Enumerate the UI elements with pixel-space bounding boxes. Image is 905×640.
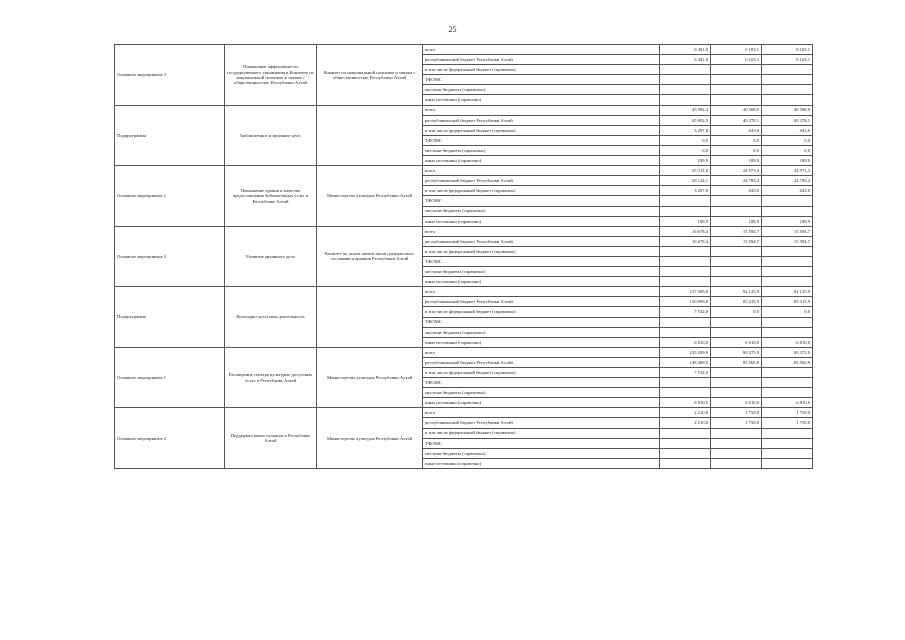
- amount-cell: 15 594,7: [762, 226, 813, 236]
- funding-source-cell: иные источники (справочно): [423, 337, 660, 347]
- amount-cell: 189,9: [660, 216, 711, 226]
- funding-source-cell: всего: [423, 105, 660, 115]
- funding-source-cell: иные источники (справочно): [423, 458, 660, 468]
- amount-cell: [711, 448, 762, 458]
- amount-cell: [660, 85, 711, 95]
- program-name-cell: Повышение уровня и качества предоставления библиотечных услуг в Республике Алтай: [225, 166, 317, 227]
- amount-cell: 6 810,0: [711, 337, 762, 347]
- amount-cell: 1 750,0: [711, 408, 762, 418]
- amount-cell: 2 210,8: [660, 408, 711, 418]
- funding-source-cell: местные бюджеты (справочно): [423, 327, 660, 337]
- amount-cell: 29 124,1: [660, 176, 711, 186]
- amount-cell: [762, 267, 813, 277]
- funding-source-cell: всего: [423, 408, 660, 418]
- funding-source-cell: ТФОМС: [423, 378, 660, 388]
- funding-source-cell: ТФОМС: [423, 438, 660, 448]
- amount-cell: [711, 75, 762, 85]
- funding-source-cell: в том числе федеральный бюджет (справочно): [423, 368, 660, 378]
- amount-cell: [711, 277, 762, 287]
- amount-cell: [711, 458, 762, 468]
- amount-cell: [762, 438, 813, 448]
- amount-cell: [660, 448, 711, 458]
- funding-source-cell: республиканский бюджет Республики Алтай: [423, 115, 660, 125]
- amount-cell: 16 678,4: [660, 226, 711, 236]
- executor-cell: Министерство культуры Республики Алтай: [317, 408, 423, 469]
- funding-source-cell: республиканский бюджет Республики Алтай: [423, 357, 660, 367]
- amount-cell: [762, 448, 813, 458]
- funding-source-cell: в том числе федеральный бюджет (справочно): [423, 428, 660, 438]
- funding-source-cell: ТФОМС: [423, 75, 660, 85]
- amount-cell: 1 750,0: [762, 418, 813, 428]
- funding-source-cell: местные бюджеты (справочно): [423, 145, 660, 155]
- amount-cell: 15 594,7: [711, 236, 762, 246]
- amount-cell: 92 125,9: [711, 287, 762, 297]
- executor-cell: [317, 287, 423, 348]
- amount-cell: [711, 206, 762, 216]
- budget-table: [114, 44, 813, 469]
- amount-cell: 83 565,9: [711, 357, 762, 367]
- table-row: [115, 408, 813, 418]
- amount-cell: 0,0: [711, 307, 762, 317]
- amount-cell: 6 810,0: [762, 337, 813, 347]
- funding-source-cell: всего: [423, 347, 660, 357]
- funding-source-cell: иные источники (справочно): [423, 277, 660, 287]
- program-name-cell: Расширение спектра культурно-досуговых услуг в Республике Алтай: [225, 347, 317, 408]
- program-name-cell: Повышение эффективности государственного управления в Комитете по национальной политике и связям с общественностью Республики Алтай: [225, 45, 317, 106]
- amount-cell: 24 973,3: [762, 166, 813, 176]
- amount-cell: 0,0: [762, 135, 813, 145]
- table-row: [115, 287, 813, 297]
- amount-cell: 7 532,0: [660, 307, 711, 317]
- amount-cell: [762, 75, 813, 85]
- amount-cell: 189,9: [762, 156, 813, 166]
- amount-cell: 6 810,0: [711, 398, 762, 408]
- table-row: [115, 105, 813, 115]
- funding-source-cell: в том числе федеральный бюджет (справочно): [423, 65, 660, 75]
- amount-cell: [660, 246, 711, 256]
- funding-source-cell: иные источники (справочно): [423, 156, 660, 166]
- amount-cell: 92 125,9: [762, 287, 813, 297]
- funding-source-cell: всего: [423, 166, 660, 176]
- funding-source-cell: местные бюджеты (справочно): [423, 206, 660, 216]
- funding-source-cell: ТФОМС: [423, 196, 660, 206]
- amount-cell: [762, 428, 813, 438]
- amount-cell: [762, 368, 813, 378]
- amount-cell: 150 699,8: [660, 297, 711, 307]
- program-type-cell: Подпрограмма: [115, 287, 225, 348]
- funding-source-cell: местные бюджеты (справочно): [423, 448, 660, 458]
- amount-cell: [762, 277, 813, 287]
- funding-source-cell: всего: [423, 45, 660, 55]
- amount-cell: [660, 196, 711, 206]
- amount-cell: 15 594,7: [711, 226, 762, 236]
- amount-cell: [762, 65, 813, 75]
- amount-cell: [762, 246, 813, 256]
- funding-source-cell: иные источники (справочно): [423, 398, 660, 408]
- amount-cell: 45 982,4: [660, 105, 711, 115]
- amount-cell: [762, 327, 813, 337]
- amount-cell: [711, 256, 762, 266]
- amount-cell: 3 297,8: [660, 125, 711, 135]
- amount-cell: 24 783,4: [762, 176, 813, 186]
- amount-cell: 6 103,1: [762, 55, 813, 65]
- amount-cell: 85 315,9: [711, 297, 762, 307]
- amount-cell: 148 489,0: [660, 357, 711, 367]
- amount-cell: [762, 95, 813, 105]
- funding-source-cell: всего: [423, 226, 660, 236]
- program-name-cell: Библиотечное и архивное дело: [225, 105, 317, 166]
- amount-cell: 90 375,9: [762, 347, 813, 357]
- amount-cell: [711, 388, 762, 398]
- amount-cell: [711, 378, 762, 388]
- executor-cell: Министерство культуры Республики Алтай: [317, 166, 423, 227]
- amount-cell: 40 378,1: [762, 115, 813, 125]
- page-number: 25: [448, 25, 457, 34]
- amount-cell: [762, 388, 813, 398]
- amount-cell: 6 103,1: [711, 45, 762, 55]
- budget-table-body: [115, 45, 813, 469]
- amount-cell: 16 678,4: [660, 236, 711, 246]
- amount-cell: [660, 378, 711, 388]
- amount-cell: [762, 196, 813, 206]
- funding-source-cell: местные бюджеты (справочно): [423, 388, 660, 398]
- amount-cell: 6 103,1: [711, 55, 762, 65]
- funding-source-cell: республиканский бюджет Республики Алтай: [423, 297, 660, 307]
- amount-cell: 0,0: [762, 307, 813, 317]
- amount-cell: [660, 65, 711, 75]
- amount-cell: 643,0: [762, 186, 813, 196]
- amount-cell: 189,9: [711, 216, 762, 226]
- funding-source-cell: местные бюджеты (справочно): [423, 85, 660, 95]
- amount-cell: 24 973,3: [711, 166, 762, 176]
- funding-source-cell: в том числе федеральный бюджет (справочно): [423, 246, 660, 256]
- funding-source-cell: ТФОМС: [423, 317, 660, 327]
- amount-cell: 189,9: [660, 156, 711, 166]
- program-type-cell: Основное мероприятие 3: [115, 45, 225, 106]
- amount-cell: [762, 85, 813, 95]
- amount-cell: 3 297,8: [660, 186, 711, 196]
- table-row: [115, 347, 813, 357]
- amount-cell: [711, 246, 762, 256]
- amount-cell: 15 594,7: [762, 236, 813, 246]
- amount-cell: 0,0: [660, 145, 711, 155]
- amount-cell: [660, 438, 711, 448]
- amount-cell: 83 565,9: [762, 357, 813, 367]
- program-type-cell: Основное мероприятие 1: [115, 347, 225, 408]
- amount-cell: 45 802,5: [660, 115, 711, 125]
- funding-source-cell: иные источники (справочно): [423, 216, 660, 226]
- amount-cell: 29 314,0: [660, 166, 711, 176]
- amount-cell: 2 210,8: [660, 418, 711, 428]
- executor-cell: Министерство культуры Республики Алтай: [317, 347, 423, 408]
- amount-cell: [660, 327, 711, 337]
- amount-cell: 0,0: [762, 145, 813, 155]
- program-type-cell: Основное мероприятие 2: [115, 226, 225, 287]
- amount-cell: [660, 428, 711, 438]
- amount-cell: [711, 317, 762, 327]
- amount-cell: 6 491,8: [660, 55, 711, 65]
- amount-cell: 6 491,8: [660, 45, 711, 55]
- amount-cell: 0,0: [660, 135, 711, 145]
- amount-cell: [660, 256, 711, 266]
- amount-cell: 157 509,8: [660, 287, 711, 297]
- program-type-cell: Основное мероприятие 1: [115, 166, 225, 227]
- amount-cell: 6 103,1: [762, 45, 813, 55]
- amount-cell: [762, 256, 813, 266]
- amount-cell: [711, 85, 762, 95]
- funding-source-cell: республиканский бюджет Республики Алтай: [423, 418, 660, 428]
- amount-cell: 1 750,0: [762, 408, 813, 418]
- amount-cell: 6 810,0: [660, 398, 711, 408]
- amount-cell: 40 568,0: [711, 105, 762, 115]
- amount-cell: 0,0: [711, 135, 762, 145]
- amount-cell: [762, 206, 813, 216]
- amount-cell: [762, 458, 813, 468]
- amount-cell: 643,0: [762, 125, 813, 135]
- amount-cell: [711, 196, 762, 206]
- program-name-cell: Культурно-досуговая деятельность: [225, 287, 317, 348]
- amount-cell: 24 783,4: [711, 176, 762, 186]
- amount-cell: 6 810,0: [762, 398, 813, 408]
- amount-cell: [762, 378, 813, 388]
- program-name-cell: Развитие архивного дела: [225, 226, 317, 287]
- funding-source-cell: всего: [423, 287, 660, 297]
- executor-cell: Комитет по национальной политике и связям с общественностью Республики Алтай: [317, 45, 423, 106]
- amount-cell: 189,9: [711, 156, 762, 166]
- executor-cell: Комитет по делам записи актов гражданского состояния и архивов Республики Алтай: [317, 226, 423, 287]
- amount-cell: [660, 267, 711, 277]
- table-row: [115, 166, 813, 176]
- funding-source-cell: в том числе федеральный бюджет (справочно): [423, 307, 660, 317]
- amount-cell: 90 375,9: [711, 347, 762, 357]
- amount-cell: [711, 65, 762, 75]
- funding-source-cell: республиканский бюджет Республики Алтай: [423, 55, 660, 65]
- program-type-cell: Подпрограмма: [115, 105, 225, 166]
- amount-cell: 7 532,0: [660, 368, 711, 378]
- funding-source-cell: иные источники (справочно): [423, 95, 660, 105]
- funding-source-cell: ТФОМС: [423, 135, 660, 145]
- funding-source-cell: республиканский бюджет Республики Алтай: [423, 236, 660, 246]
- amount-cell: 85 315,9: [762, 297, 813, 307]
- amount-cell: [711, 438, 762, 448]
- program-name-cell: Поддержка юных талантов в Республике Алтай: [225, 408, 317, 469]
- funding-source-cell: в том числе федеральный бюджет (справочно): [423, 125, 660, 135]
- amount-cell: [762, 317, 813, 327]
- amount-cell: 6 810,0: [660, 337, 711, 347]
- amount-cell: [711, 368, 762, 378]
- funding-source-cell: ТФОМС: [423, 256, 660, 266]
- amount-cell: 1 750,0: [711, 418, 762, 428]
- amount-cell: [711, 428, 762, 438]
- amount-cell: [660, 75, 711, 85]
- amount-cell: [711, 267, 762, 277]
- funding-source-cell: в том числе федеральный бюджет (справочно): [423, 186, 660, 196]
- amount-cell: 40 378,1: [711, 115, 762, 125]
- amount-cell: [660, 458, 711, 468]
- amount-cell: 643,0: [711, 125, 762, 135]
- amount-cell: 40 568,0: [762, 105, 813, 115]
- amount-cell: [660, 277, 711, 287]
- executor-cell: [317, 105, 423, 166]
- amount-cell: [660, 206, 711, 216]
- amount-cell: 189,9: [762, 216, 813, 226]
- amount-cell: [711, 95, 762, 105]
- amount-cell: [660, 317, 711, 327]
- amount-cell: [660, 95, 711, 105]
- table-row: [115, 45, 813, 55]
- amount-cell: [660, 388, 711, 398]
- program-type-cell: Основное мероприятие 2: [115, 408, 225, 469]
- amount-cell: 643,0: [711, 186, 762, 196]
- funding-source-cell: местные бюджеты (справочно): [423, 267, 660, 277]
- funding-source-cell: республиканский бюджет Республики Алтай: [423, 176, 660, 186]
- amount-cell: [711, 327, 762, 337]
- table-row: [115, 226, 813, 236]
- amount-cell: 155 299,0: [660, 347, 711, 357]
- amount-cell: 0,0: [711, 145, 762, 155]
